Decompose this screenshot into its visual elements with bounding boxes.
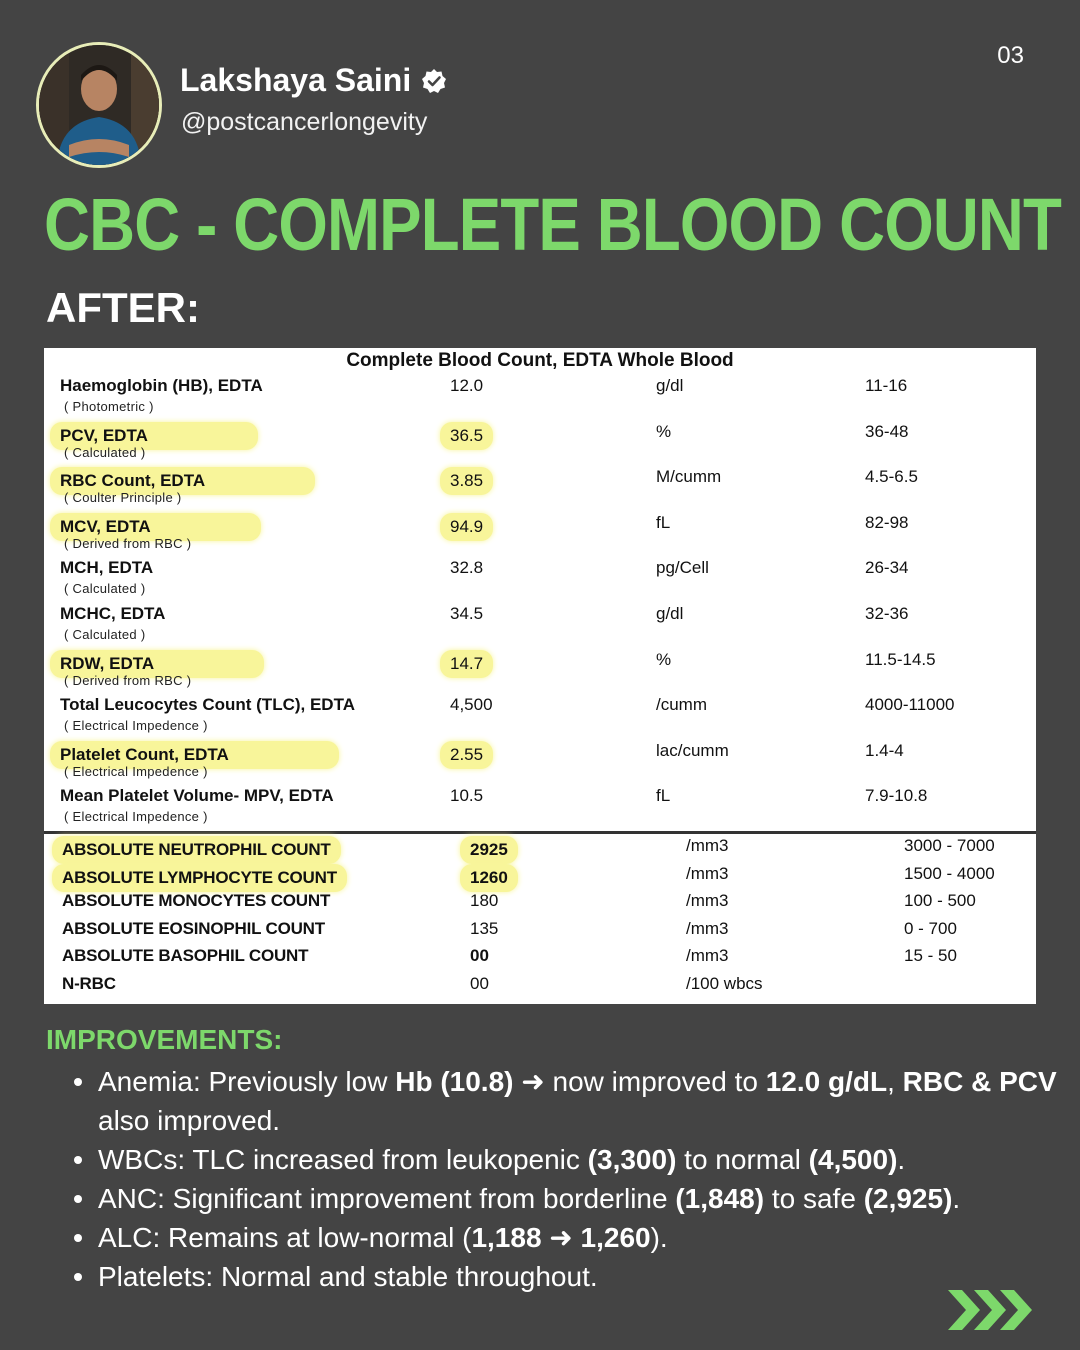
test-name: Mean Platelet Volume- MPV, EDTA xyxy=(60,786,334,806)
test-name: RDW, EDTA xyxy=(50,650,264,678)
test-method: ( Calculated ) xyxy=(64,444,146,460)
absolute-count-value: 00 xyxy=(470,946,489,966)
absolute-count-unit: /mm3 xyxy=(686,863,729,883)
emphasis-text: 1,188 ➜ 1,260 xyxy=(471,1222,651,1253)
page-title: CBC - COMPLETE BLOOD COUNT xyxy=(44,183,1062,266)
test-reference-range: 1.4-4 xyxy=(865,740,904,760)
test-reference-range: 32-36 xyxy=(865,604,909,623)
test-unit: fL xyxy=(656,786,671,806)
test-name: Platelet Count, EDTA xyxy=(50,741,339,769)
page-number: 03 xyxy=(997,42,1024,69)
test-method: ( Derived from RBC ) xyxy=(64,535,192,551)
absolute-count-value: 180 xyxy=(470,891,499,911)
test-unit: pg/Cell xyxy=(656,558,709,578)
body-text: to normal xyxy=(676,1144,809,1175)
test-reference-range: 11-16 xyxy=(865,376,908,395)
test-name: RBC Count, EDTA xyxy=(50,467,315,495)
test-value: 32.8 xyxy=(450,558,484,578)
emphasis-text: RBC & PCV xyxy=(902,1066,1057,1097)
absolute-count-unit: /mm3 xyxy=(686,918,729,938)
body-text: Anemia: Previously low xyxy=(98,1066,396,1097)
body-text: WBCs: TLC increased from leukopenic xyxy=(98,1144,588,1175)
list-item xyxy=(98,1257,1080,1296)
test-name: Total Leucocytes Count (TLC), EDTA xyxy=(60,695,355,715)
test-method: ( Calculated ) xyxy=(64,581,146,597)
report-divider xyxy=(44,831,1036,834)
emphasis-text: Hb (10.8) xyxy=(395,1066,514,1097)
absolute-count-reference-range: 0 - 700 xyxy=(904,918,957,938)
body-text: . xyxy=(952,1183,961,1214)
triple-chevron-right-icon[interactable] xyxy=(944,1286,1036,1339)
test-unit: g/dl xyxy=(656,376,684,395)
improvements-title: IMPROVEMENTS: xyxy=(46,1024,283,1055)
absolute-count-reference-range: 3000 - 7000 xyxy=(904,836,995,855)
table-row xyxy=(44,919,1036,947)
test-reference-range: 4.5-6.5 xyxy=(865,467,918,487)
report-title: Complete Blood Count, EDTA Whole Blood xyxy=(346,350,734,371)
emphasis-text: (2,925) xyxy=(863,1183,953,1214)
table-row xyxy=(44,741,1036,787)
table-row xyxy=(44,695,1036,741)
avatar-photo xyxy=(39,45,159,165)
body-text: ALC: Remains at low-normal ( xyxy=(98,1222,472,1253)
list-item xyxy=(98,1218,1080,1257)
body-text: . xyxy=(897,1144,906,1175)
body-text: , xyxy=(887,1066,903,1097)
test-method: ( Calculated ) xyxy=(64,627,146,642)
table-row xyxy=(44,558,1036,604)
cbc-report xyxy=(44,348,1036,1004)
body-text: ). xyxy=(650,1222,668,1253)
test-reference-range: 82-98 xyxy=(865,512,909,532)
list-item xyxy=(98,1062,1080,1140)
absolute-count-name: ABSOLUTE NEUTROPHIL COUNT xyxy=(52,836,341,864)
table-row xyxy=(44,836,1036,864)
test-value: 10.5 xyxy=(450,786,484,806)
test-value: 12.0 xyxy=(450,376,484,395)
test-name: MCHC, EDTA xyxy=(60,604,166,623)
body-text: also improved. xyxy=(98,1105,281,1136)
test-reference-range: 11.5-14.5 xyxy=(865,649,936,669)
absolute-count-unit: /mm3 xyxy=(686,891,729,911)
absolute-count-value: 135 xyxy=(470,918,499,938)
absolute-count-value: 2925 xyxy=(460,836,518,864)
absolute-count-name: ABSOLUTE BASOPHIL COUNT xyxy=(62,946,309,966)
list-item xyxy=(98,1179,1080,1218)
table-row xyxy=(44,513,1036,559)
verified-badge-icon xyxy=(421,68,447,94)
test-unit: g/dl xyxy=(656,604,684,623)
author-name: Lakshaya Saini xyxy=(180,62,412,98)
table-row xyxy=(44,864,1036,892)
table-row xyxy=(44,422,1036,468)
page-subtitle: AFTER: xyxy=(46,284,200,331)
test-name: PCV, EDTA xyxy=(50,422,258,450)
test-unit: lac/cumm xyxy=(656,740,729,760)
author-row xyxy=(180,62,447,99)
test-value: 2.55 xyxy=(440,741,493,769)
absolute-count-reference-range: 100 - 500 xyxy=(904,891,976,911)
absolute-count-reference-range: 1500 - 4000 xyxy=(904,863,995,883)
test-method: ( Electrical Impedence ) xyxy=(64,718,208,734)
table-row xyxy=(44,891,1036,919)
test-unit: % xyxy=(656,421,672,441)
test-value: 3.85 xyxy=(440,467,493,495)
test-reference-range: 36-48 xyxy=(865,421,909,441)
test-reference-range: 4000-11000 xyxy=(865,695,955,715)
absolute-count-unit: /mm3 xyxy=(686,836,729,855)
table-row xyxy=(44,467,1036,513)
test-method: ( Coulter Principle ) xyxy=(64,490,182,506)
test-method: ( Electrical Impedence ) xyxy=(64,763,208,779)
table-row xyxy=(44,650,1036,696)
body-text: ➜ now improved to xyxy=(513,1066,766,1097)
absolute-count-name: ABSOLUTE EOSINOPHIL COUNT xyxy=(62,918,325,938)
test-value: 4,500 xyxy=(450,695,493,715)
test-name: Haemoglobin (HB), EDTA xyxy=(60,376,263,395)
table-row xyxy=(44,604,1036,650)
body-text: Platelets: Normal and stable throughout. xyxy=(98,1261,598,1292)
emphasis-text: (3,300) xyxy=(587,1144,677,1175)
test-unit: M/cumm xyxy=(656,467,722,487)
test-value: 94.9 xyxy=(440,513,493,541)
absolute-count-name: ABSOLUTE MONOCYTES COUNT xyxy=(62,891,331,911)
test-unit: fL xyxy=(656,512,671,532)
test-method: ( Electrical Impedence ) xyxy=(64,809,208,825)
test-reference-range: 26-34 xyxy=(865,558,909,578)
emphasis-text: (4,500) xyxy=(808,1144,898,1175)
absolute-count-unit: /100 wbcs xyxy=(686,974,763,993)
absolute-count-reference-range: 15 - 50 xyxy=(904,946,957,966)
avatar xyxy=(36,42,162,168)
absolute-count-value: 00 xyxy=(470,974,489,993)
improvements-list xyxy=(46,1062,1080,1296)
test-method: ( Photometric ) xyxy=(64,399,154,414)
absolute-count-unit: /mm3 xyxy=(686,946,729,966)
absolute-count-value: 1260 xyxy=(460,864,518,892)
absolute-count-name: N-RBC xyxy=(62,974,116,993)
list-item xyxy=(98,1140,1080,1179)
test-unit: % xyxy=(656,649,672,669)
table-row xyxy=(44,946,1036,974)
test-name: MCV, EDTA xyxy=(50,513,261,541)
test-value: 34.5 xyxy=(450,604,484,623)
test-name: MCH, EDTA xyxy=(60,558,154,578)
test-reference-range: 7.9-10.8 xyxy=(865,786,928,806)
table-row xyxy=(44,786,1036,832)
table-row xyxy=(44,376,1036,422)
test-method: ( Derived from RBC ) xyxy=(64,672,192,688)
emphasis-text: 12.0 g/dL xyxy=(765,1066,888,1097)
test-unit: /cumm xyxy=(656,695,707,715)
absolute-count-name: ABSOLUTE LYMPHOCYTE COUNT xyxy=(52,864,347,892)
author-handle: @postcancerlongevity xyxy=(181,108,428,136)
test-value: 36.5 xyxy=(440,422,493,450)
emphasis-text: (1,848) xyxy=(675,1183,765,1214)
body-text: ANC: Significant improvement from borderline xyxy=(98,1183,676,1214)
body-text: to safe xyxy=(764,1183,864,1214)
table-row xyxy=(44,974,1036,1002)
test-value: 14.7 xyxy=(440,650,493,678)
